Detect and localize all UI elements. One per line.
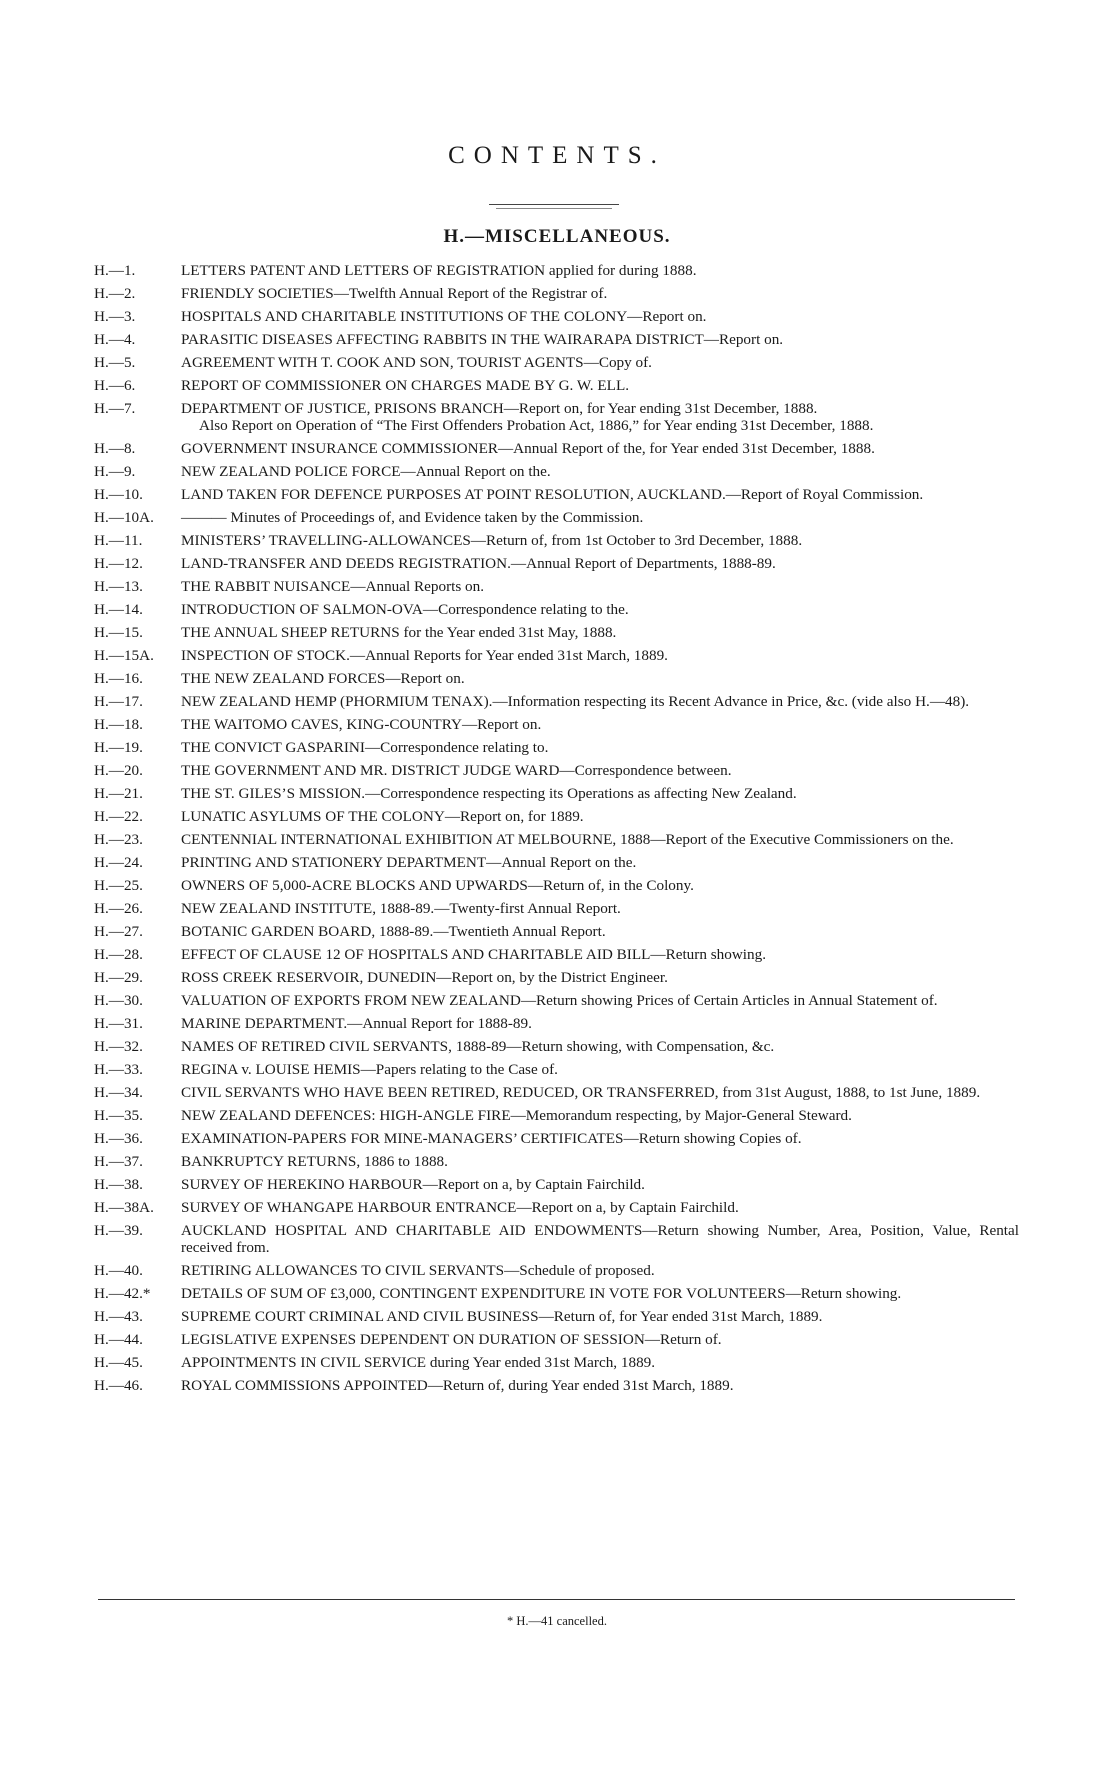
entry-title-text: LUNATIC ASYLUMS OF THE COLONY—Report on, for 1889. [181, 808, 584, 825]
section-heading: H.—MISCELLANEOUS. [443, 226, 671, 247]
entry-title-text: INTRODUCTION OF SALMON-OVA—Correspondence relating to the. [181, 601, 629, 618]
entry-title [181, 624, 1019, 641]
entry-title-text: NEW ZEALAND POLICE FORCE—Annual Report on the. [181, 463, 551, 480]
contents-entry [94, 555, 1019, 572]
entry-title [181, 877, 1019, 894]
entry-code: H.—26. [94, 900, 143, 917]
entry-code: H.—35. [94, 1107, 143, 1124]
entry-code: H.—42.* [94, 1285, 151, 1302]
entry-title [181, 1199, 1019, 1216]
contents-entry [94, 647, 1019, 664]
footnote: * H.—41 cancelled. [507, 1614, 607, 1628]
title-divider [489, 204, 619, 205]
entry-title [181, 486, 1019, 503]
contents-entry [94, 969, 1019, 986]
entry-title-text: NEW ZEALAND INSTITUTE, 1888-89.—Twenty-first Annual Report. [181, 900, 621, 917]
entry-title [181, 1061, 1019, 1078]
contents-entry [94, 1084, 1019, 1101]
entry-code: H.—10. [94, 486, 143, 503]
contents-entry [94, 1199, 1019, 1216]
contents-entry [94, 400, 1019, 434]
entry-title [181, 900, 1019, 917]
contents-entry [94, 262, 1019, 279]
entry-code: H.—4. [94, 331, 136, 348]
entry-title-text: OWNERS OF 5,000-ACRE BLOCKS AND UPWARDS—Return of, in the Colony. [181, 877, 694, 894]
entry-title [181, 969, 1019, 986]
entry-title [181, 647, 1019, 664]
entry-title [181, 262, 1019, 279]
entry-title-text: REGINA v. LOUISE HEMIS—Papers relating to the Case of. [181, 1061, 558, 1078]
entry-code: H.—12. [94, 555, 143, 572]
contents-entry [94, 377, 1019, 394]
entry-code: H.—13. [94, 578, 143, 595]
contents-entry [94, 670, 1019, 687]
entry-code: H.—15. [94, 624, 143, 641]
entry-title [181, 946, 1019, 963]
entry-title-text: SUPREME COURT CRIMINAL AND CIVIL BUSINESS—Return of, for Year ended 31st March, 1889. [181, 1308, 823, 1325]
entry-continuation: Also Report on Operation of “The First Offenders Probation Act, 1886,” for Year ending 31st December, 1888. [199, 417, 874, 434]
entry-title-text: DETAILS OF SUM OF £3,000, CONTINGENT EXPENDITURE IN VOTE FOR VOLUNTEERS—Return showing. [181, 1285, 902, 1302]
entry-title-text: DEPARTMENT OF JUSTICE, PRISONS BRANCH—Report on, for Year ending 31st December, 1888. [181, 400, 818, 417]
entry-title-text: APPOINTMENTS IN CIVIL SERVICE during Year ended 31st March, 1889. [181, 1354, 656, 1371]
entry-title-text: MARINE DEPARTMENT.—Annual Report for 1888-89. [181, 1015, 532, 1032]
entry-code: H.—40. [94, 1262, 143, 1279]
entry-code: H.—39. [94, 1222, 143, 1239]
entry-code: H.—33. [94, 1061, 143, 1078]
contents-entry [94, 762, 1019, 779]
entry-title-text: VALUATION OF EXPORTS FROM NEW ZEALAND—Return showing Prices of Certain Articles in Annual Statement of. [181, 992, 938, 1009]
entry-title [181, 923, 1019, 940]
entry-title [181, 440, 1019, 457]
entry-title-text: HOSPITALS AND CHARITABLE INSTITUTIONS OF THE COLONY—Report on. [181, 308, 707, 325]
contents-entry [94, 578, 1019, 595]
entry-title [181, 1308, 1019, 1325]
contents-entry [94, 532, 1019, 549]
entry-title [181, 785, 1019, 802]
entry-title-text: LETTERS PATENT AND LETTERS OF REGISTRATION applied for during 1888. [181, 262, 697, 279]
entry-code: H.—27. [94, 923, 143, 940]
contents-entry [94, 308, 1019, 325]
entry-title-text: RETIRING ALLOWANCES TO CIVIL SERVANTS—Schedule of proposed. [181, 1262, 655, 1279]
contents-entry [94, 1308, 1019, 1325]
entry-title [181, 354, 1019, 371]
entry-code: H.—7. [94, 400, 136, 417]
entry-code: H.—37. [94, 1153, 143, 1170]
contents-entry [94, 1107, 1019, 1124]
entry-code: H.—14. [94, 601, 143, 618]
contents-entry [94, 1222, 1019, 1256]
entry-code: H.—31. [94, 1015, 143, 1032]
entry-code: H.—46. [94, 1377, 143, 1394]
contents-entry [94, 463, 1019, 480]
entry-title-text: LAND-TRANSFER AND DEEDS REGISTRATION.—Annual Report of Departments, 1888-89. [181, 555, 776, 572]
contents-entry [94, 624, 1019, 641]
entry-title-text: THE CONVICT GASPARINI—Correspondence relating to. [181, 739, 549, 756]
entry-code: H.—36. [94, 1130, 143, 1147]
entry-code: H.—16. [94, 670, 143, 687]
entry-title [181, 400, 1019, 434]
entry-title [181, 1015, 1019, 1032]
entry-title [181, 509, 1019, 526]
contents-entry [94, 716, 1019, 733]
entry-title-text: SURVEY OF HEREKINO HARBOUR—Report on a, by Captain Fairchild. [181, 1176, 645, 1193]
entry-code: H.—38A. [94, 1199, 154, 1216]
entry-title-text: ROYAL COMMISSIONS APPOINTED—Return of, during Year ended 31st March, 1889. [181, 1377, 734, 1394]
contents-entry [94, 808, 1019, 825]
entry-title [181, 601, 1019, 618]
entry-code: H.—15A. [94, 647, 154, 664]
contents-entry [94, 440, 1019, 457]
entry-title [181, 555, 1019, 572]
contents-entry [94, 1331, 1019, 1348]
contents-entry [94, 946, 1019, 963]
entry-title-text: CENTENNIAL INTERNATIONAL EXHIBITION AT MELBOURNE, 1888—Report of the Executive Commissioners on the. [181, 831, 954, 848]
entry-title-text: NAMES OF RETIRED CIVIL SERVANTS, 1888-89—Return showing, with Compensation, &c. [181, 1038, 775, 1055]
entry-code: H.—19. [94, 739, 143, 756]
contents-entry [94, 1038, 1019, 1055]
contents-entry [94, 785, 1019, 802]
entry-code: H.—21. [94, 785, 143, 802]
entry-title-text: THE RABBIT NUISANCE—Annual Reports on. [181, 578, 485, 595]
entry-title-text: REPORT OF COMMISSIONER ON CHARGES MADE BY G. W. ELL. [181, 377, 630, 394]
entry-title-text: NEW ZEALAND DEFENCES: HIGH-ANGLE FIRE—Memorandum respecting, by Major-General Steward. [181, 1107, 852, 1124]
entry-title [181, 1285, 1019, 1302]
contents-entry [94, 354, 1019, 371]
entry-code: H.—28. [94, 946, 143, 963]
entry-code: H.—9. [94, 463, 136, 480]
entry-code: H.—10A. [94, 509, 154, 526]
entry-code: H.—6. [94, 377, 136, 394]
entry-title [181, 1038, 1019, 1055]
entry-title-text: SURVEY OF WHANGAPE HARBOUR ENTRANCE—Report on a, by Captain Fairchild. [181, 1199, 739, 1216]
contents-entry [94, 900, 1019, 917]
entry-title [181, 1153, 1019, 1170]
entry-title [181, 831, 1019, 848]
entry-title-text: THE WAITOMO CAVES, KING-COUNTRY—Report on. [181, 716, 542, 733]
entry-code: H.—44. [94, 1331, 143, 1348]
entry-code: H.—11. [94, 532, 143, 549]
entry-code: H.—32. [94, 1038, 143, 1055]
entry-code: H.—43. [94, 1308, 143, 1325]
entry-code: H.—25. [94, 877, 143, 894]
entry-title [181, 992, 1019, 1009]
contents-entry [94, 1015, 1019, 1032]
contents-entry [94, 923, 1019, 940]
entry-title [181, 716, 1019, 733]
entry-title-text: EXAMINATION-PAPERS FOR MINE-MANAGERS’ CERTIFICATES—Return showing Copies of. [181, 1130, 802, 1147]
entry-title-text: AUCKLAND HOSPITAL AND CHARITABLE AID ENDOWMENTS—Return showing Number, Area, Position, Value, Rental received from. [181, 1222, 1019, 1256]
entry-code: H.—1. [94, 262, 136, 279]
entry-title-text: THE NEW ZEALAND FORCES—Report on. [181, 670, 465, 687]
entry-title [181, 739, 1019, 756]
entry-code: H.—20. [94, 762, 143, 779]
entry-title [181, 308, 1019, 325]
entry-title [181, 578, 1019, 595]
entry-title-text: INSPECTION OF STOCK.—Annual Reports for Year ended 31st March, 1889. [181, 647, 668, 664]
entry-title-text: BOTANIC GARDEN BOARD, 1888-89.—Twentieth Annual Report. [181, 923, 606, 940]
entry-title-text: PARASITIC DISEASES AFFECTING RABBITS IN THE WAIRARAPA DISTRICT—Report on. [181, 331, 784, 348]
entry-title-text: EFFECT OF CLAUSE 12 OF HOSPITALS AND CHARITABLE AID BILL—Return showing. [181, 946, 766, 963]
entry-title [181, 762, 1019, 779]
entry-title [181, 331, 1019, 348]
entry-title [181, 1084, 1019, 1101]
entry-code: H.—30. [94, 992, 143, 1009]
entry-title [181, 1331, 1019, 1348]
title-divider-secondary [496, 208, 612, 209]
entry-title [181, 854, 1019, 871]
contents-entry [94, 1285, 1019, 1302]
entry-title-text: ROSS CREEK RESERVOIR, DUNEDIN—Report on, by the District Engineer. [181, 969, 668, 986]
entry-title-text: THE ANNUAL SHEEP RETURNS for the Year ended 31st May, 1888. [181, 624, 617, 641]
entry-title [181, 1222, 1019, 1256]
contents-entry [94, 1061, 1019, 1078]
entry-title-text: ——— Minutes of Proceedings of, and Evidence taken by the Commission. [181, 509, 644, 526]
entry-title-text: CIVIL SERVANTS WHO HAVE BEEN RETIRED, REDUCED, OR TRANSFERRED, from 31st August, 1888, to 1st June, 1889. [181, 1084, 981, 1101]
entry-title [181, 1377, 1019, 1394]
entry-title [181, 670, 1019, 687]
contents-entry [94, 1377, 1019, 1394]
contents-entry [94, 992, 1019, 1009]
entry-title-text: NEW ZEALAND HEMP (PHORMIUM TENAX).—Information respecting its Recent Advance in Price, &c. (vide also H.—48). [181, 693, 970, 710]
entry-title-text: THE ST. GILES’S MISSION.—Correspondence respecting its Operations as affecting New Zealand. [181, 785, 797, 802]
entry-title [181, 463, 1019, 480]
entry-title [181, 285, 1019, 302]
entry-code: H.—45. [94, 1354, 143, 1371]
contents-entry [94, 1262, 1019, 1279]
entry-title-text: THE GOVERNMENT AND MR. DISTRICT JUDGE WARD—Correspondence between. [181, 762, 732, 779]
entry-title-text: LAND TAKEN FOR DEFENCE PURPOSES AT POINT RESOLUTION, AUCKLAND.—Report of Royal Commission. [181, 486, 924, 503]
contents-entry [94, 331, 1019, 348]
entry-title [181, 1130, 1019, 1147]
contents-entry [94, 739, 1019, 756]
entry-title-text: LEGISLATIVE EXPENSES DEPENDENT ON DURATION OF SESSION—Return of. [181, 1331, 722, 1348]
contents-entry [94, 1153, 1019, 1170]
entry-title [181, 1107, 1019, 1124]
entry-title [181, 1262, 1019, 1279]
entry-code: H.—5. [94, 354, 136, 371]
entry-title-text: FRIENDLY SOCIETIES—Twelfth Annual Report of the Registrar of. [181, 285, 608, 302]
entry-code: H.—24. [94, 854, 143, 871]
entry-code: H.—23. [94, 831, 143, 848]
entry-title [181, 377, 1019, 394]
page-title: CONTENTS. [448, 142, 666, 169]
entry-code: H.—29. [94, 969, 143, 986]
entry-code: H.—2. [94, 285, 136, 302]
entry-title-text: GOVERNMENT INSURANCE COMMISSIONER—Annual Report of the, for Year ended 31st December, 1888. [181, 440, 875, 457]
entry-title [181, 693, 1019, 710]
entry-code: H.—17. [94, 693, 143, 710]
entry-code: H.—34. [94, 1084, 143, 1101]
entry-code: H.—18. [94, 716, 143, 733]
contents-entry [94, 854, 1019, 871]
contents-entry [94, 831, 1019, 848]
entry-title-text: MINISTERS’ TRAVELLING-ALLOWANCES—Return of, from 1st October to 3rd December, 1888. [181, 532, 803, 549]
entry-title [181, 532, 1019, 549]
entry-code: H.—38. [94, 1176, 143, 1193]
entry-code: H.—8. [94, 440, 136, 457]
bottom-divider [98, 1599, 1015, 1600]
entry-title [181, 1176, 1019, 1193]
contents-list [94, 262, 1019, 1400]
contents-entry [94, 486, 1019, 503]
contents-entry [94, 1176, 1019, 1193]
contents-entry [94, 877, 1019, 894]
entry-title-text: AGREEMENT WITH T. COOK AND SON, TOURIST AGENTS—Copy of. [181, 354, 652, 371]
entry-code: H.—22. [94, 808, 143, 825]
entry-title-text: BANKRUPTCY RETURNS, 1886 to 1888. [181, 1153, 448, 1170]
contents-entry [94, 601, 1019, 618]
contents-entry [94, 1354, 1019, 1371]
entry-title-text: PRINTING AND STATIONERY DEPARTMENT—Annual Report on the. [181, 854, 637, 871]
contents-entry [94, 1130, 1019, 1147]
contents-entry [94, 285, 1019, 302]
contents-entry [94, 509, 1019, 526]
entry-title [181, 808, 1019, 825]
contents-entry [94, 693, 1019, 710]
entry-code: H.—3. [94, 308, 136, 325]
entry-title [181, 1354, 1019, 1371]
